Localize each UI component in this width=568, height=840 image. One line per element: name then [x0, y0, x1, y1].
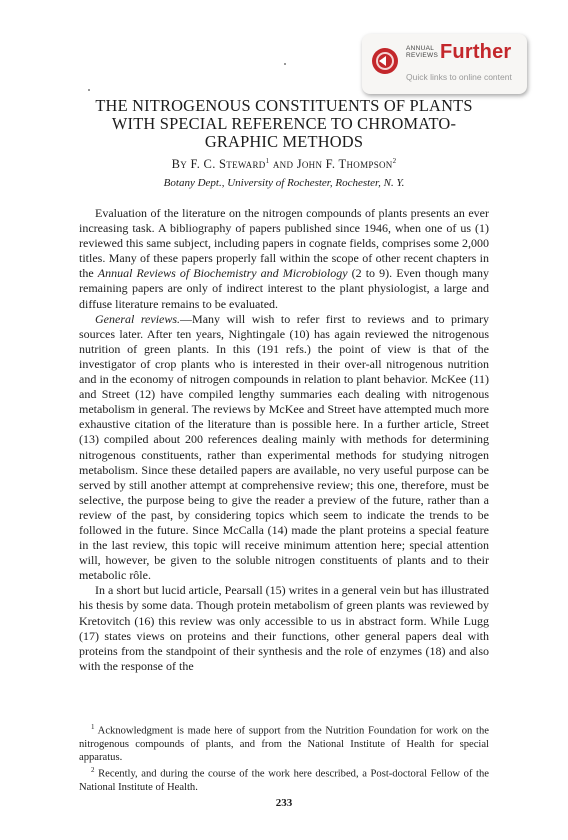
further-links-badge[interactable]: [362, 34, 527, 94]
scan-speck: [88, 89, 90, 91]
further-label: Further: [440, 41, 512, 63]
scan-speck: [284, 63, 286, 65]
title-line: GRAPHIC METHODS: [204, 132, 364, 151]
affiliation: Botany Dept., University of Rochester, Rochester, N. Y.: [163, 177, 405, 189]
title-line: WITH SPECIAL REFERENCE TO CHROMATO-: [111, 114, 457, 133]
footnote: $^2$ Recently, and during the course of the work here described, a Post-doctoral Fellow of the National Institute of Health.: [79, 766, 489, 793]
paragraph: Evaluation of the literature on the nitrogen compounds of plants presents an ever increasing task. A bibliography of papers published since 1946, when one of us (1) reviewed this same subject, including papers in cognate fields, comprises some 2,000 titles. Many of these papers properly fall within the scope of other recent chapters in the Annual Reviews of Biochemistry and Microbiology (2 to 9). Even though many remaining papers are only of indirect interest to the plant physiologist, a large and diffuse literature remains to be evaluated.: [79, 206, 489, 311]
annual-reviews-logo-icon: [372, 48, 398, 74]
annual-reviews-wordmark: ANNUAL REVIEWS: [406, 45, 439, 59]
article-body: [79, 206, 489, 674]
page-number: 233: [275, 797, 293, 809]
footnotes: [79, 721, 489, 794]
title-line: THE NITROGENOUS CONSTITUENTS OF PLANTS: [95, 96, 473, 115]
article-title: [60, 97, 508, 151]
footnote-marker: 2: [392, 157, 397, 165]
author-name: John F. Thompson: [296, 157, 393, 172]
journal-name: Annual Reviews of Biochemistry and Microbiology: [97, 266, 348, 281]
author-line: By F. C. Steward$^1$ and John F. Thompson$^2$: [171, 157, 397, 172]
footnote: $^1$ Acknowledgment is made here of support from the Nutrition Foundation for work on the nitrogenous compounds of plants, and from the National Institute of Health for special apparatus.: [79, 723, 489, 763]
quick-links-text: Quick links to online content: [406, 72, 512, 82]
author-name: F. C. Steward: [190, 157, 266, 172]
paragraph: General reviews.—Many will wish to refer first to reviews and to primary sources later. After ten years, Nightingale (10) has again reviewed the nitrogenous nutrition of green plants. In this (191 refs.) the point of view is that of the investigator of crop plants who is interested in their over-all nitrogenous nutrition and in the economy of nitrogen compounds in relation to plant behavior. McKee (11) and Street (12) have compiled lengthy summaries each dealing with nitrogenous metabolism in general. The reviews by McKee and Street have attempted much more exhaustive citation of the literature than is possible here. In a further article, Street (13) compiled about 200 references dealing mainly with methods for determining nitrogenous constituents, rather than experimental methods for studying nitrogen metabolism. Since these detailed papers are available, no very useful purpose can be served by still another attempt at comprehensive review; this one, therefore, must be selective, the purpose being to give the reader a preview of the future, rather than a review of the past, by considering topics which seem to indicate the trends to be followed in the future. Since McCalla (14) made the plant proteins a special feature in the last review, this topic will receive minimum attention here; special attention will, however, be given to the soluble nitrogen constituents of plants and to their metabolic rôle.: [79, 311, 489, 583]
footnote-marker: 1: [265, 157, 270, 165]
paragraph: In a short but lucid article, Pearsall (15) writes in a general vein but has illustrated his thesis by some data. Though protein metabolism of green plants was reviewed by Kretovitch (16) this review was only accessible to us in abstract form. While Lugg (17) states views on proteins and their functions, other general papers deal with proteins from the standpoint of their synthesis and the role of enzymes (18) and also with the response of the: [79, 583, 489, 673]
section-heading: General reviews.: [95, 311, 181, 326]
